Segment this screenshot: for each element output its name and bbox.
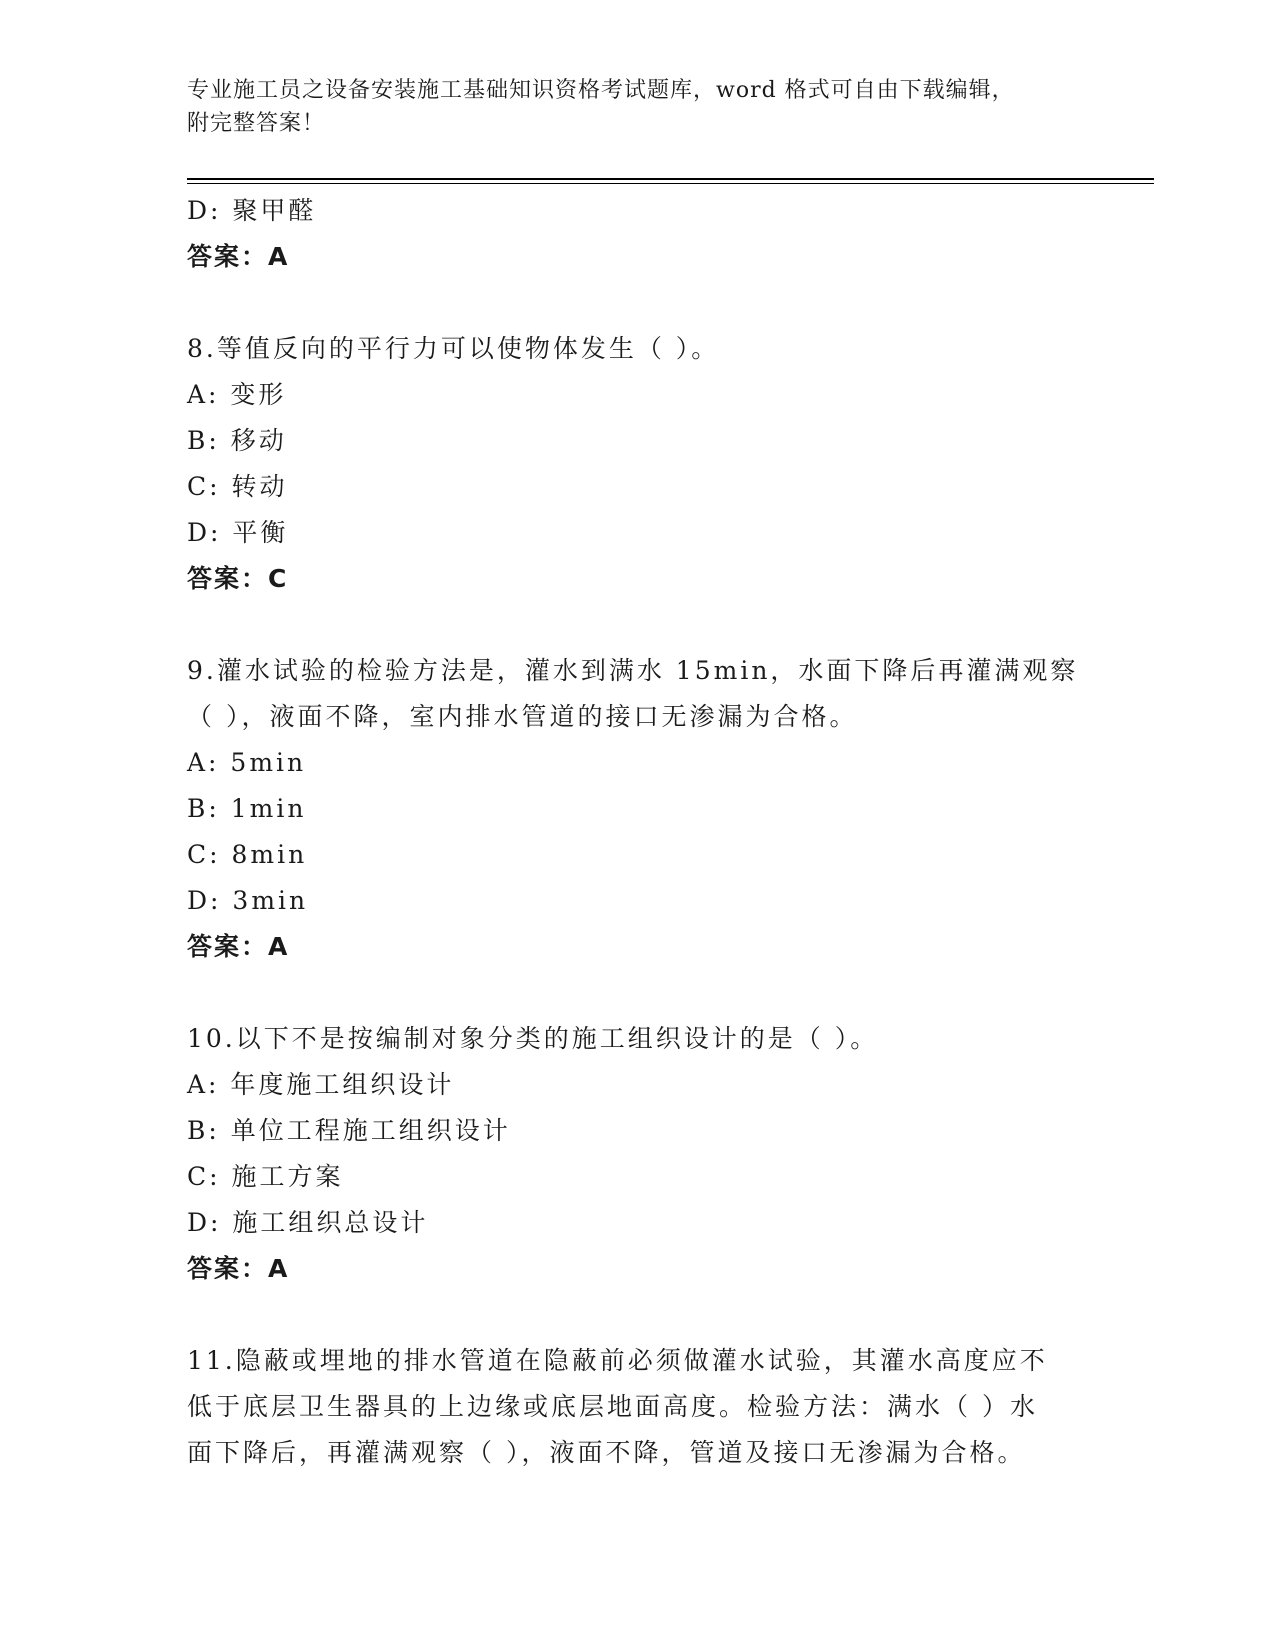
question-9-option-a: A: 5min xyxy=(187,748,307,777)
question-8-option-b: B: 移动 xyxy=(187,426,287,455)
spacer xyxy=(187,602,1087,648)
question-8-text: 8.等值反向的平行力可以使物体发生（ ）。 xyxy=(187,334,720,363)
header-divider-thick xyxy=(187,178,1154,180)
question-9-option-c: C: 8min xyxy=(187,840,308,869)
question-9-text-line-2: （ ），液面不降，室内排水管道的接口无渗漏为合格。 xyxy=(187,702,858,731)
question-8-answer: 答案：C xyxy=(187,564,289,593)
header-divider-thin xyxy=(187,183,1154,184)
question-11-text-line-2: 低于底层卫生器具的上边缘或底层地面高度。检验方法：满水（ ）水 xyxy=(187,1392,1038,1421)
answer-line: 答案：A xyxy=(187,242,290,271)
question-9-option-d: D: 3min xyxy=(187,886,309,915)
question-11-text-line-3: 面下降后，再灌满观察（ ），液面不降，管道及接口无渗漏为合格。 xyxy=(187,1438,1026,1467)
question-9-text-line-1: 9.灌水试验的检验方法是，灌水到满水 15min，水面下降后再灌满观察 xyxy=(187,656,1079,685)
spacer xyxy=(187,970,1087,1016)
question-9-answer: 答案：A xyxy=(187,932,290,961)
question-10-option-c: C: 施工方案 xyxy=(187,1162,344,1191)
question-8-option-c: C: 转动 xyxy=(187,472,288,501)
question-10-option-b: B: 单位工程施工组织设计 xyxy=(187,1116,511,1145)
option-d: D: 聚甲醛 xyxy=(187,196,317,225)
question-10-option-d: D: 施工组织总设计 xyxy=(187,1208,429,1237)
question-content xyxy=(187,188,1087,1476)
document-header xyxy=(187,74,1087,140)
question-9-option-b: B: 1min xyxy=(187,794,307,823)
question-8-option-a: A: 变形 xyxy=(187,380,287,409)
header-line-1: 专业施工员之设备安装施工基础知识资格考试题库，word 格式可自由下载编辑， xyxy=(187,78,1015,103)
question-11-text-line-1: 11.隐蔽或埋地的排水管道在隐蔽前必须做灌水试验，其灌水高度应不 xyxy=(187,1346,1048,1375)
question-10-text: 10.以下不是按编制对象分类的施工组织设计的是（ ）。 xyxy=(187,1024,879,1053)
question-10-option-a: A: 年度施工组织设计 xyxy=(187,1070,455,1099)
question-10-answer: 答案：A xyxy=(187,1254,290,1283)
spacer xyxy=(187,1292,1087,1338)
question-8-option-d: D: 平衡 xyxy=(187,518,289,547)
header-line-2: 附完整答案！ xyxy=(187,111,326,136)
spacer xyxy=(187,280,1087,326)
